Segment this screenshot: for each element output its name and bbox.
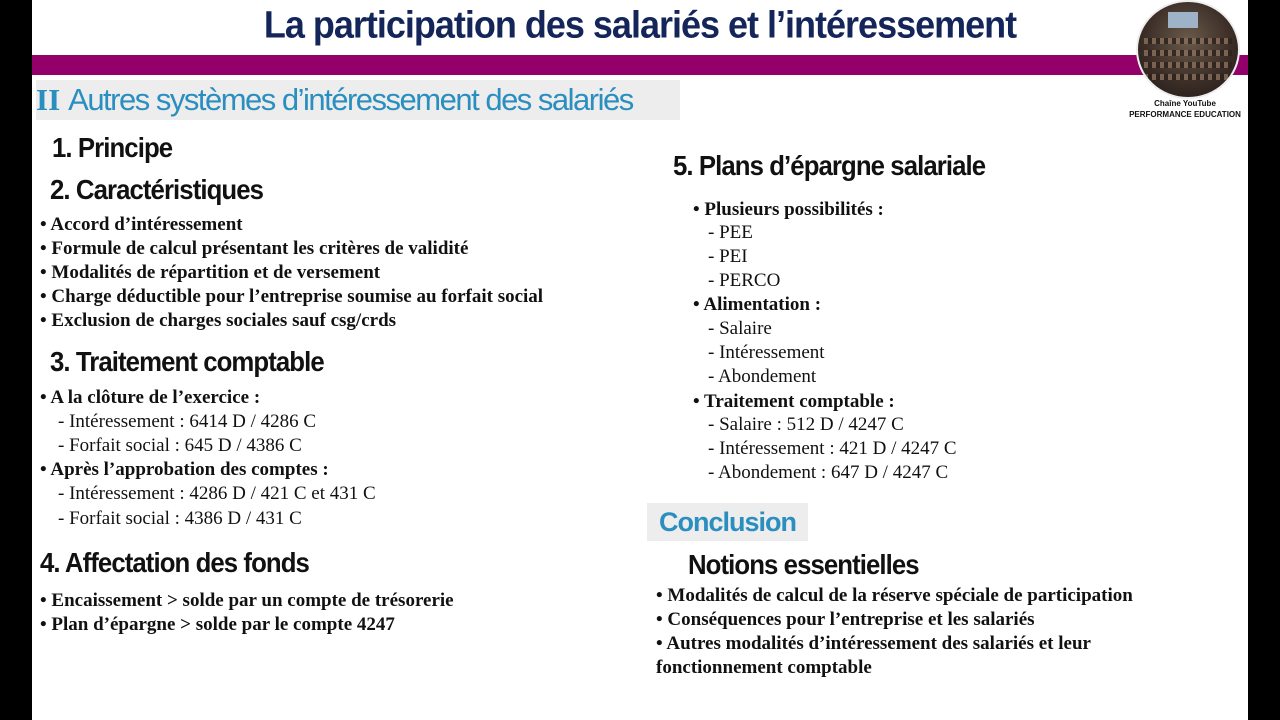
heading-notions-essentielles: Notions essentielles xyxy=(688,549,919,580)
sub-item: - Intéressement : 421 D / 4247 C xyxy=(708,438,957,459)
heading-traitement-comptable: 3. Traitement comptable xyxy=(50,346,324,377)
heading-plans-epargne: 5. Plans d’épargne salariale xyxy=(673,150,986,181)
list-item: • Alimentation : xyxy=(693,294,822,315)
title-underline-bar xyxy=(32,55,1248,75)
channel-caption-line2: PERFORMANCE EDUCATION xyxy=(1129,110,1241,119)
list-item: • Modalités de répartition et de versement xyxy=(40,262,381,283)
audience-row xyxy=(1144,50,1232,56)
conclusion-heading: Conclusion xyxy=(647,503,808,541)
list-item: • Modalités de calcul de la réserve spéciale de participation xyxy=(656,585,1133,606)
section-number: II xyxy=(36,82,61,117)
list-item: • Plusieurs possibilités : xyxy=(693,199,884,220)
list-item: • Encaissement > solde par un compte de trésorerie xyxy=(40,590,454,611)
sub-item: - Salaire : 512 D / 4247 C xyxy=(708,414,904,435)
list-item-continuation: fonctionnement comptable xyxy=(656,657,872,678)
list-item: • Formule de calcul présentant les critères de validité xyxy=(40,238,469,259)
audience-row xyxy=(1144,38,1232,44)
sub-item: - Abondement xyxy=(708,366,817,387)
heading-principe: 1. Principe xyxy=(52,132,173,163)
sub-item: - Intéressement : 6414 D / 4286 C xyxy=(58,411,317,432)
heading-affectation-fonds: 4. Affectation des fonds xyxy=(40,547,309,578)
list-item: • Autres modalités d’intéressement des salariés et leur xyxy=(656,633,1091,654)
audience-row xyxy=(1144,74,1232,80)
list-item: • Plan d’épargne > solde par le compte 4247 xyxy=(40,614,395,635)
section-heading-text: Autres systèmes d’intéressement des salariés xyxy=(68,82,633,117)
lecture-screen xyxy=(1168,12,1198,28)
list-item: • Exclusion de charges sociales sauf csg/crds xyxy=(40,310,397,331)
slide xyxy=(32,0,1248,720)
sub-item: - PERCO xyxy=(708,270,781,291)
sub-item: - Abondement : 647 D / 4247 C xyxy=(708,462,949,483)
sub-item: - Intéressement : 4286 D / 421 C et 431 C xyxy=(58,483,376,504)
sub-item: - Salaire xyxy=(708,318,772,339)
slide-title: La participation des salariés et l’intéressement xyxy=(263,2,1017,46)
channel-caption-line1: Chaîne YouTube xyxy=(1154,99,1216,108)
sub-item: - Intéressement xyxy=(708,342,825,363)
sub-item: - PEE xyxy=(708,222,753,243)
section-heading xyxy=(36,80,680,120)
list-item: • Accord d’intéressement xyxy=(40,214,243,235)
channel-logo-image xyxy=(1136,0,1240,99)
list-item: • Après l’approbation des comptes : xyxy=(40,459,329,480)
heading-caracteristiques: 2. Caractéristiques xyxy=(50,174,264,205)
list-item: • Traitement comptable : xyxy=(693,391,895,412)
audience-row xyxy=(1144,62,1232,68)
sub-item: - Forfait social : 645 D / 4386 C xyxy=(58,435,302,456)
sub-item: - Forfait social : 4386 D / 431 C xyxy=(58,508,302,529)
channel-caption xyxy=(1110,98,1248,120)
list-item: • Charge déductible pour l’entreprise soumise au forfait social xyxy=(40,286,544,307)
sub-item: - PEI xyxy=(708,246,748,267)
list-item: • A la clôture de l’exercice : xyxy=(40,387,261,408)
list-item: • Conséquences pour l’entreprise et les salariés xyxy=(656,609,1035,630)
